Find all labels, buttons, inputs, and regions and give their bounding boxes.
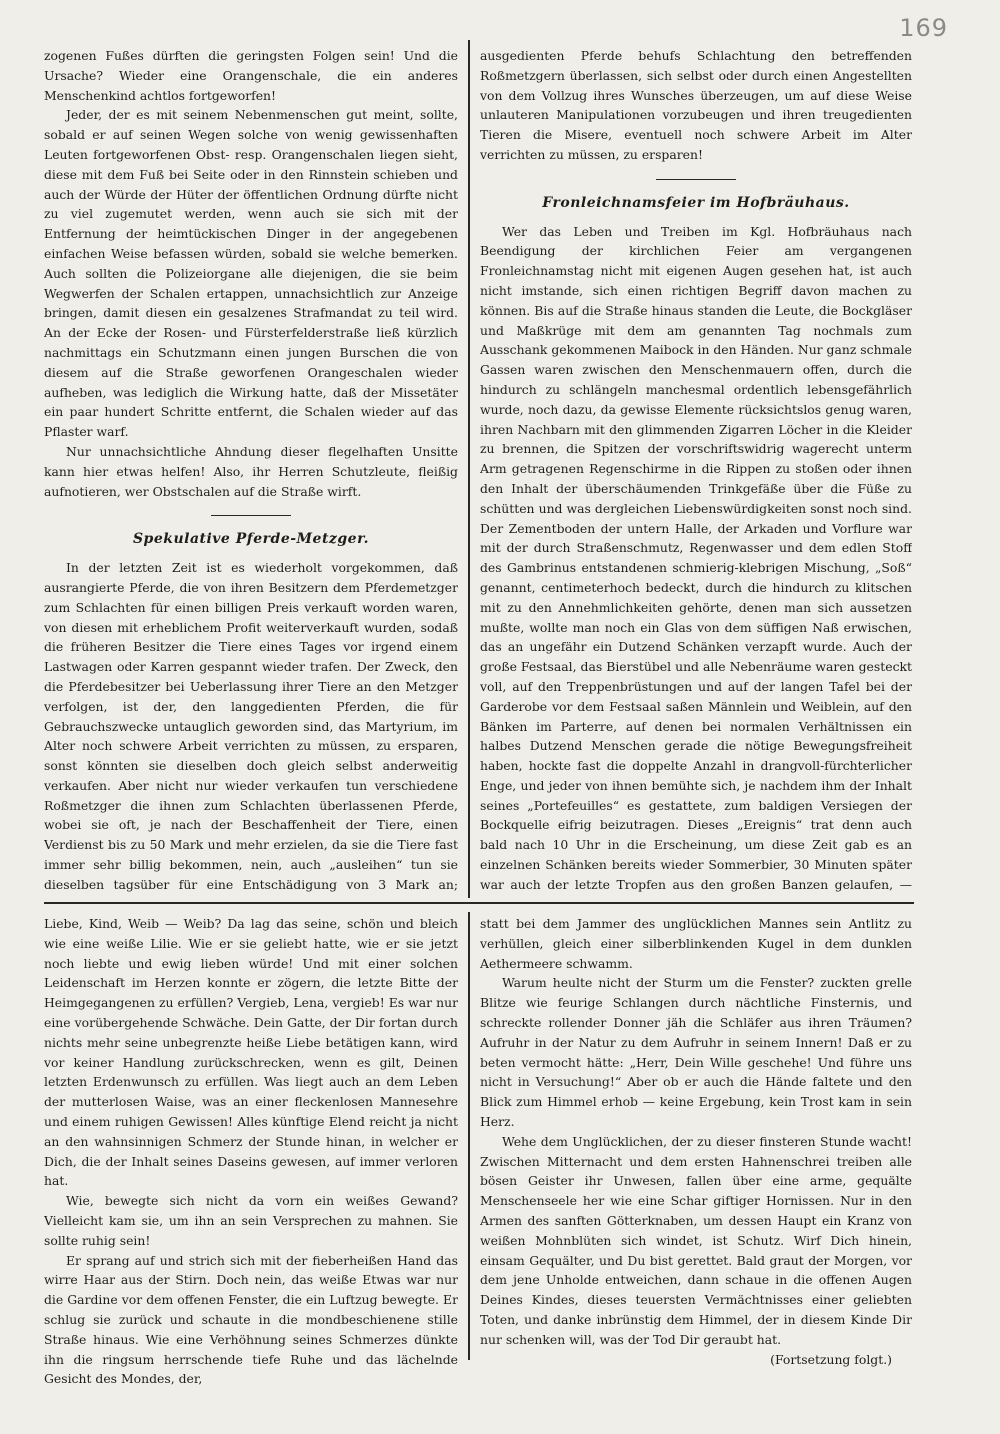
page-number: 169 <box>899 14 948 42</box>
paragraph: statt bei dem Jammer des unglücklichen Mannes sein Antlitz zu verhüllen, gleich einer silberblinkenden Kugel in dem dunklen Aethermeere schwamm. <box>480 916 912 971</box>
article-heading: Spekulative Pferde-Metzger. <box>132 531 370 548</box>
paragraph: Nur unnachsichtliche Ahndung dieser flegelhaften Unsitte kann hier etwas helfen! Also, ihr Herren Schutzleute, fleißig aufnotieren, wer Obstschalen auf die Straße wirft. <box>44 443 458 499</box>
left-column <box>44 46 458 896</box>
article-separator <box>656 179 736 180</box>
bottom-right-column <box>480 914 912 1394</box>
paragraph: zogenen Fußes dürften die geringsten Folgen sein! Und die Ursache? Wieder eine Orangenschale, die ein anderes Menschenkind achtlos fortgeworfen! <box>44 48 458 103</box>
paragraph: Wehe dem Unglücklichen, der zu dieser finsteren Stunde wacht! Zwischen Mitternacht und dem ersten Hahnenschrei treiben alle bösen Geister ihr Unwesen, fallen über eine arme, gequälte Menschenseele her wie eine Schar giftiger Hornissen. Nur in den Armen des sanften Götterknaben, um dessen Haupt ein Kranz von weißen Mohnblüten sich windet, ist Schutz. Wirf Dich hinein, einsam Gequälter, und Du bist gerettet. Bald graut der Morgen, vor dem jene Unholde entweichen, dann schaue in die offenen Augen Deines Kindes, dieses teuersten Vermächtnisses einer geliebten Toten, und danke inbrünstig dem Himmel, der in diesem Kinde Dir nur schenken will, was der Tod Dir geraubt hat. <box>480 1133 912 1347</box>
right-column <box>480 46 912 896</box>
paragraph: Liebe, Kind, Weib — Weib? Da lag das seine, schön und bleich wie eine weiße Lilie. Wie er sie geliebt hatte, wie er sie jetzt noch liebte und ewig lieben würde! Und mit einer solchen Leidenschaft im Herzen konnte er zögern, die letzte Bitte der Heimgegangenen zu erfüllen? Vergieb, Lena, vergieb! Es war nur eine vorübergehende Schwäche. Dein Gatte, der Dir fortan durch nichts mehr seine unbegrenzte heiße Liebe betätigen kann, wird vor keiner Handlung zurückschrecken, wenn es gilt, Deinen letzten Erdenwunsch zu erfüllen. Was liegt auch an dem Leben der mutterlosen Waise, was an einer fleckenlosen Mannesehre und einem ruhigen Gewissen! Alles künftige Elend reicht ja nicht an den wahnsinnigen Schmerz der Stunde hinan, in welcher er Dich, die der Inhalt seines Daseins gewesen, auf immer verloren hat. <box>44 916 458 1189</box>
paragraph: Jeder, der es mit seinem Nebenmenschen gut meint, sollte, sobald er auf seinen Wegen solche von wenig gewissenhaften Leuten fortgeworfenen Obst- resp. Orangenschalen liegen sieht, diese mit dem Fuß bei Seite oder in den Rinnstein schieben und auch der Würde der Hüter der öffentlichen Ordnung dürfte nicht zu viel zugemutet werden, wenn auch sie sich mit der Entfernung der heimtückischen Dinger in der angegebenen einfachen Weise befassen würden, sobald sie welche bemerken. Auch sollten die Polizeiorgane alle diejenigen, die sie beim Wegwerfen der Schalen ertappen, unnachsichtlich zur Anzeige bringen, damit diesen ein gesalzenes Strafmandat zu teil wird. An der Ecke der Rosen- und Fürsterfelderstraße ließ kürzlich nachmittags ein Schutzmann einen jungen Burschen die von diesem auf die Straße geworfenen Orangeschalen wieder aufheben, was lediglich die Wirkung hatte, daß der Missetäter ein paar hundert Schritte entfernt, die Schalen wieder auf das Pflaster warf. <box>44 107 458 440</box>
column-divider-bottom <box>468 912 470 1360</box>
paragraph: ausgedienten Pferde behufs Schlachtung den betreffenden Roßmetzgern überlassen, sich selbst oder durch einen Angestellten von dem Vollzug ihres Wunsches überzeugen, um auf diese Weise unlauteren Manipulationen vorzubeugen und ihren treugedienten Tieren die Misere, eventuell noch schwere Arbeit im Alter verrichten zu müssen, zu ersparen! <box>480 48 912 162</box>
paragraph: Wer das Leben und Treiben im Kgl. Hofbräuhaus nach Beendigung der kirchlichen Feier am vergangenen Fronleichnamstag nicht mit eigenen Augen gesehen hat, ist auch nicht imstande, sich einen richtigen Begriff davon machen zu können. Bis auf die Straße hinaus standen die Leute, die Bockgläser und Maßkrüge mit dem am genannten Tag nochmals zum Ausschank gekommenen Maibock in den Händen. Nur ganz schmale Gassen waren zwischen den Menschenmauern offen, durch die hindurch zu schlängeln manchesmal ordentlich lebensgefährlich wurde, noch dazu, da gewisse Elemente rücksichtslos genug waren, ihren Nachbarn mit den glimmenden Zigarren Löcher in die Kleider zu brennen, die Spitzen der vorschriftswidrig wagerecht unterm Arm getragenen Regenschirme in die Rippen zu stoßen oder ihnen den Inhalt der überschäumenden Trinkgefäße über die Füße zu schütten und was dergleichen Liebenswürdigkeiten sonst noch sind. Der Zementboden der untern Halle, der Arkaden und Vorflure war mit der durch Straßenschmutz, Regenwasser und dem edlen Stoff des Gambrinus entstandenen schmierig-klebrigen Mischung, „Soß“ genannt, centimeterhoch bedeckt, durch die hindurch zu klitschen mit zu den Annehmlichkeiten gehörte, denen man sich aussetzen mußte, wollte man noch ein Glas von dem süffigen Naß erwischen, das an ungefähr ein Dutzend Schänken verzapft wurde. Auch der große Festsaal, das Bierstübel und alle Nebenräume waren gesteckt voll, auf den Treppenbrüstungen und auf der langen Tafel bei der Garderobe vor dem Festsaal saßen Männlein und Weiblein, auf den Bänken im Parterre, auf denen bei normalen Verhältnissen ein halbes Dutzend Menschen gerade die nötige Bewegungsfreiheit haben, hockte fast die doppelte Anzahl in drangvoll-fürchterlicher Enge, und jeder von ihnen bemühte sich, je nachdem ihm der Inhalt seines „Portefeuilles“ es gestattete, zum baldigen Versiegen der Bockquelle eifrig beizutragen. Dieses „Ereignis“ trat denn auch bald nach 10 Uhr in die Erscheinung, um diese Zeit gab es an einzelnen Schänken bereits wieder Sommerbier, 30 Minuten später war auch der letzte Tropfen aus den großen Banzen gelaufen, — <box>480 223 912 892</box>
bottom-left-column <box>44 914 458 1394</box>
paragraph: Wie, bewegte sich nicht da vorn ein weißes Gewand? Vielleicht kam sie, um ihn an sein Versprechen zu mahnen. Sie sollte ruhig sein! <box>44 1193 458 1248</box>
column-divider-top <box>468 40 470 898</box>
paragraph: Warum heulte nicht der Sturm um die Fenster? zuckten grelle Blitze wie feurige Schlangen durch nächtliche Finsternis, und schreckte rollender Donner jäh die Schläfer aus ihren Träumen? Aufruhr in der Natur zu dem Aufruhr in seinem Innern! Daß er zu beten vermocht hätte: „Herr, Dein Wille geschehe! Und führe uns nicht in Versuchung!“ Aber ob er auch die Hände faltete und den Blick zum Himmel erhob — keine Ergebung, kein Trost kam in sein Herz. <box>480 975 912 1129</box>
continuation-note: (Fortsetzung folgt.) <box>770 1351 892 1367</box>
paragraph: Er sprang auf und strich sich mit der fieberheißen Hand das wirre Haar aus der Stirn. Doch nein, das weiße Etwas war nur die Gardine vor dem offenen Fenster, die ein Luftzug bewegte. Er schlug sie zurück und schaute in die mondbeschienene stille Straße hinaus. Wie eine Verhöhnung seines Schmerzes dünkte ihn die ringsum herrschende tiefe Ruhe und das lächelnde Gesicht des Mondes, der, <box>44 1252 458 1387</box>
article-heading: Fronleichnamsfeier im Hofbräuhaus. <box>542 194 850 211</box>
article-separator <box>211 515 291 516</box>
paragraph: In der letzten Zeit ist es wiederholt vorgekommen, daß ausrangierte Pferde, die von ihren Besitzern dem Pferdemetzger zum Schlachten für einen billigen Preis verkauft worden waren, von diesen mit erheblichem Profit weiterverkauft wurden, sodaß die früheren Besitzer die Tiere eines Tages vor irgend einem Lastwagen oder Karren gespannt wieder trafen. Der Zweck, den die Pferdebesitzer bei Ueberlassung ihrer Tiere an den Metzger verfolgen, ist der, den langgedienten Pferden, die für Gebrauchszwecke untauglich geworden sind, das Martyrium, im Alter noch schwere Arbeit verrichten zu müssen, zu ersparen, sonst könnten sie dieselben doch gleich selbst anderweitig verkaufen. Aber nicht nur wieder verkaufen tun verschiedene Roßmetzger die ihnen zum Schlachten überlassenen Pferde, wobei sie oft, je nach der Beschaffenheit der Tiere, einen Verdienst bis zu 50 Mark und mehr erzielen, da sie die Tiere fast immer sehr billig bekommen, nein, auch „ausleihen“ tun sie dieselben tagsüber für eine Entschädigung von 3 Mark an; <box>44 560 458 892</box>
section-divider <box>44 902 914 904</box>
